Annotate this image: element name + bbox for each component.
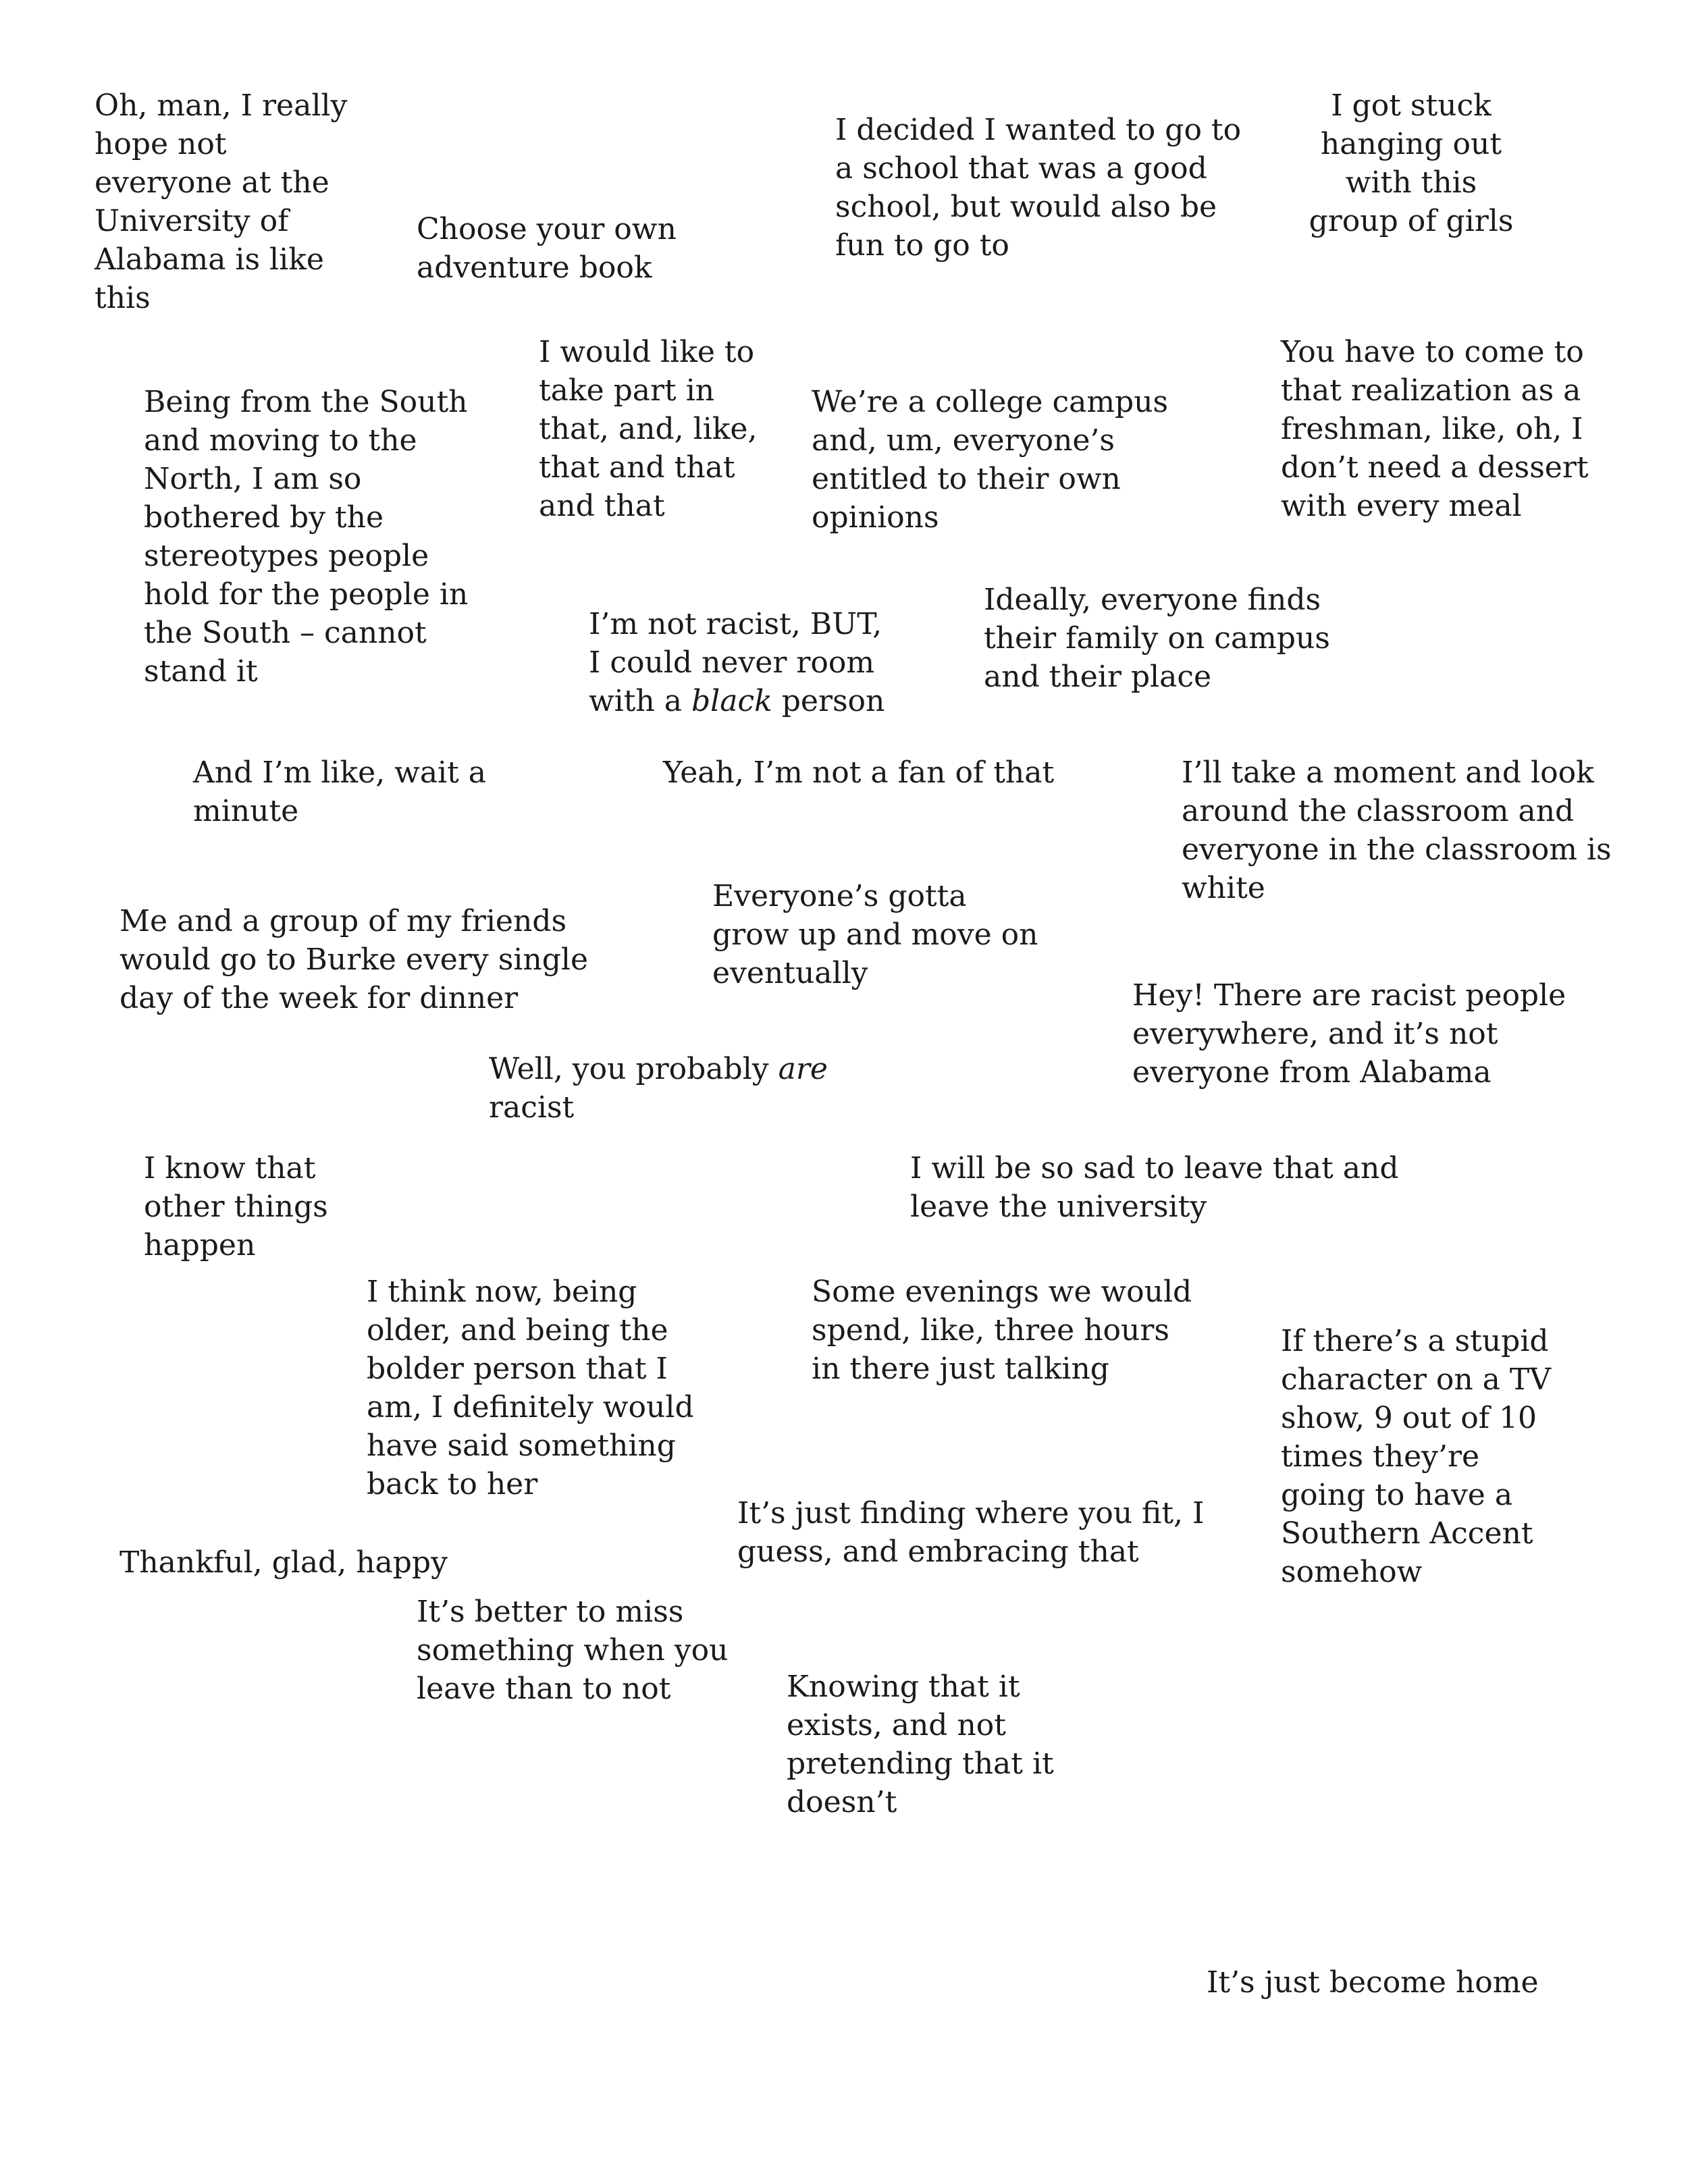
quote-block bbox=[1281, 1322, 1551, 1591]
quote-line: Oh, man, I really bbox=[95, 88, 348, 123]
quote-line: white bbox=[1182, 871, 1265, 905]
quote-line: older, and being the bbox=[367, 1313, 668, 1348]
quote-line: happen bbox=[144, 1228, 256, 1262]
quote-line: leave the university bbox=[910, 1190, 1207, 1224]
quote-line: group of girls bbox=[1309, 204, 1514, 238]
quote-line bbox=[489, 1050, 828, 1088]
quote-line: exists, and not bbox=[787, 1708, 1006, 1742]
quote-text: person bbox=[772, 684, 885, 718]
quote-line: hanging out bbox=[1320, 127, 1502, 161]
quote-line: everywhere, and it’s not bbox=[1132, 1017, 1498, 1051]
quote-line: this bbox=[95, 281, 151, 315]
quote-line: eventually bbox=[712, 956, 868, 990]
quote-line: day of the week for dinner bbox=[120, 981, 519, 1015]
quote-block bbox=[663, 753, 1054, 792]
quote-line: It’s better to miss bbox=[417, 1595, 684, 1629]
quote-line: somehow bbox=[1281, 1555, 1423, 1589]
quote-line: It’s just finding where you fit, I bbox=[737, 1496, 1205, 1530]
quote-block bbox=[1283, 86, 1539, 240]
quote-line: stereotypes people bbox=[144, 539, 429, 573]
quote-line: grow up and move on bbox=[712, 917, 1038, 952]
quote-line: bolder person that I bbox=[367, 1352, 668, 1386]
quote-block bbox=[489, 1050, 828, 1127]
quote-line: racist bbox=[489, 1090, 575, 1125]
quote-block bbox=[712, 877, 1038, 992]
quote-block bbox=[367, 1273, 694, 1503]
quote-line: and, um, everyone’s bbox=[812, 423, 1115, 458]
quote-line: I know that bbox=[144, 1151, 316, 1186]
quote-line: pretending that it bbox=[787, 1747, 1054, 1781]
quote-block bbox=[984, 581, 1330, 696]
quote-line: stand it bbox=[144, 654, 258, 689]
quote-text: Well, you probably bbox=[489, 1052, 779, 1086]
quote-line: If there’s a stupid bbox=[1281, 1324, 1549, 1358]
quote-line: Being from the South bbox=[144, 385, 468, 419]
quote-line: minute bbox=[193, 794, 299, 828]
quote-line: everyone from Alabama bbox=[1132, 1055, 1492, 1090]
quote-line: back to her bbox=[367, 1467, 538, 1501]
quote-line: opinions bbox=[812, 500, 939, 535]
quote-line: Me and a group of my friends bbox=[120, 904, 567, 938]
quote-line: that realization as a bbox=[1281, 373, 1581, 408]
quote-line: and that bbox=[539, 489, 665, 523]
quote-line: And I’m like, wait a bbox=[193, 755, 487, 790]
quote-line: doesn’t bbox=[787, 1785, 897, 1819]
quote-line: hold for the people in bbox=[144, 577, 469, 612]
quote-block bbox=[193, 753, 486, 830]
quote-block bbox=[417, 210, 677, 287]
quote-text: with a bbox=[589, 684, 691, 718]
quote-line: character on a TV bbox=[1281, 1362, 1552, 1397]
quote-line: adventure book bbox=[417, 250, 652, 285]
quote-line: bothered by the bbox=[144, 500, 384, 535]
quote-line: with this bbox=[1345, 165, 1477, 200]
quote-line: with every meal bbox=[1281, 489, 1522, 523]
quote-line: Choose your own bbox=[417, 212, 677, 246]
quote-line: Yeah, I’m not a fan of that bbox=[663, 755, 1055, 790]
quote-block bbox=[787, 1668, 1054, 1821]
quote-line: I think now, being bbox=[367, 1275, 637, 1309]
quote-block bbox=[417, 1593, 728, 1708]
quote-line: times they’re bbox=[1281, 1439, 1480, 1474]
quote-line: everyone at the bbox=[95, 165, 329, 200]
quote-line: Ideally, everyone finds bbox=[984, 583, 1321, 617]
quote-line: and their place bbox=[984, 660, 1212, 694]
quote-line: freshman, like, oh, I bbox=[1281, 412, 1583, 446]
quote-line: am, I definitely would bbox=[367, 1390, 694, 1424]
quote-line: leave than to not bbox=[417, 1672, 671, 1706]
quote-line: I got stuck bbox=[1331, 88, 1492, 123]
quote-block bbox=[1281, 333, 1589, 525]
quote-line: fun to go to bbox=[835, 228, 1009, 263]
quote-block bbox=[1182, 753, 1612, 907]
quote-block bbox=[1132, 976, 1566, 1092]
quote-block bbox=[95, 86, 347, 317]
quote-line: would go to Burke every single bbox=[120, 942, 588, 977]
quote-line: University of bbox=[95, 204, 289, 238]
quote-line: in there just talking bbox=[812, 1352, 1109, 1386]
quote-block bbox=[812, 383, 1168, 537]
quote-line: don’t need a dessert bbox=[1281, 450, 1589, 485]
emphasis-text: black bbox=[691, 684, 772, 718]
quote-line: We’re a college campus bbox=[812, 385, 1169, 419]
quote-line: Southern Accent bbox=[1281, 1516, 1533, 1551]
quote-line: hope not bbox=[95, 127, 227, 161]
quote-line: You have to come to bbox=[1281, 335, 1584, 369]
quote-block bbox=[910, 1149, 1399, 1226]
quote-line: around the classroom and bbox=[1182, 794, 1575, 828]
quote-line: and moving to the bbox=[144, 423, 417, 458]
quote-line: Knowing that it bbox=[787, 1670, 1020, 1704]
quote-line: Alabama is like bbox=[95, 242, 324, 277]
quote-line: the South – cannot bbox=[144, 616, 427, 650]
quote-line: Everyone’s gotta bbox=[712, 879, 967, 913]
quote-line: that and that bbox=[539, 450, 735, 485]
quote-line: It’s just become home bbox=[1207, 1965, 1539, 2000]
quote-line: school, but would also be bbox=[835, 190, 1217, 224]
quote-line: something when you bbox=[417, 1633, 729, 1668]
quote-line: have said something bbox=[367, 1429, 676, 1463]
quote-line: I’m not racist, BUT, bbox=[589, 607, 882, 641]
quote-block bbox=[835, 111, 1241, 265]
quote-line: I decided I wanted to go to bbox=[835, 113, 1242, 147]
quote-line: a school that was a good bbox=[835, 151, 1207, 186]
quote-line: their family on campus bbox=[984, 621, 1330, 656]
quote-block bbox=[144, 383, 468, 691]
quote-line: take part in bbox=[539, 373, 715, 408]
quote-block bbox=[539, 333, 757, 525]
quote-block bbox=[1207, 1963, 1539, 2002]
quote-line: that, and, like, bbox=[539, 412, 758, 446]
quote-block bbox=[120, 1543, 448, 1582]
quote-line: Thankful, glad, happy bbox=[120, 1545, 448, 1580]
quote-line: guess, and embracing that bbox=[737, 1535, 1139, 1569]
quote-block bbox=[144, 1149, 328, 1264]
quote-block bbox=[812, 1273, 1192, 1388]
quote-line: Some evenings we would bbox=[812, 1275, 1192, 1309]
quote-line bbox=[589, 682, 885, 720]
quote-line: other things bbox=[144, 1190, 328, 1224]
quote-line: I would like to bbox=[539, 335, 755, 369]
quote-block bbox=[737, 1494, 1204, 1571]
quote-line: Hey! There are racist people bbox=[1132, 978, 1566, 1013]
quote-block bbox=[120, 902, 588, 1017]
quote-line: North, I am so bbox=[144, 462, 362, 496]
quote-line: show, 9 out of 10 bbox=[1281, 1401, 1537, 1435]
emphasis-text: are bbox=[778, 1052, 828, 1086]
quote-line: I will be so sad to leave that and bbox=[910, 1151, 1399, 1186]
quote-line: I’ll take a moment and look bbox=[1182, 755, 1594, 790]
quote-block bbox=[589, 605, 885, 720]
quote-line: I could never room bbox=[589, 645, 875, 680]
quote-line: going to have a bbox=[1281, 1478, 1513, 1512]
quote-line: entitled to their own bbox=[812, 462, 1121, 496]
quote-line: everyone in the classroom is bbox=[1182, 832, 1612, 867]
quote-line: spend, like, three hours bbox=[812, 1313, 1169, 1348]
